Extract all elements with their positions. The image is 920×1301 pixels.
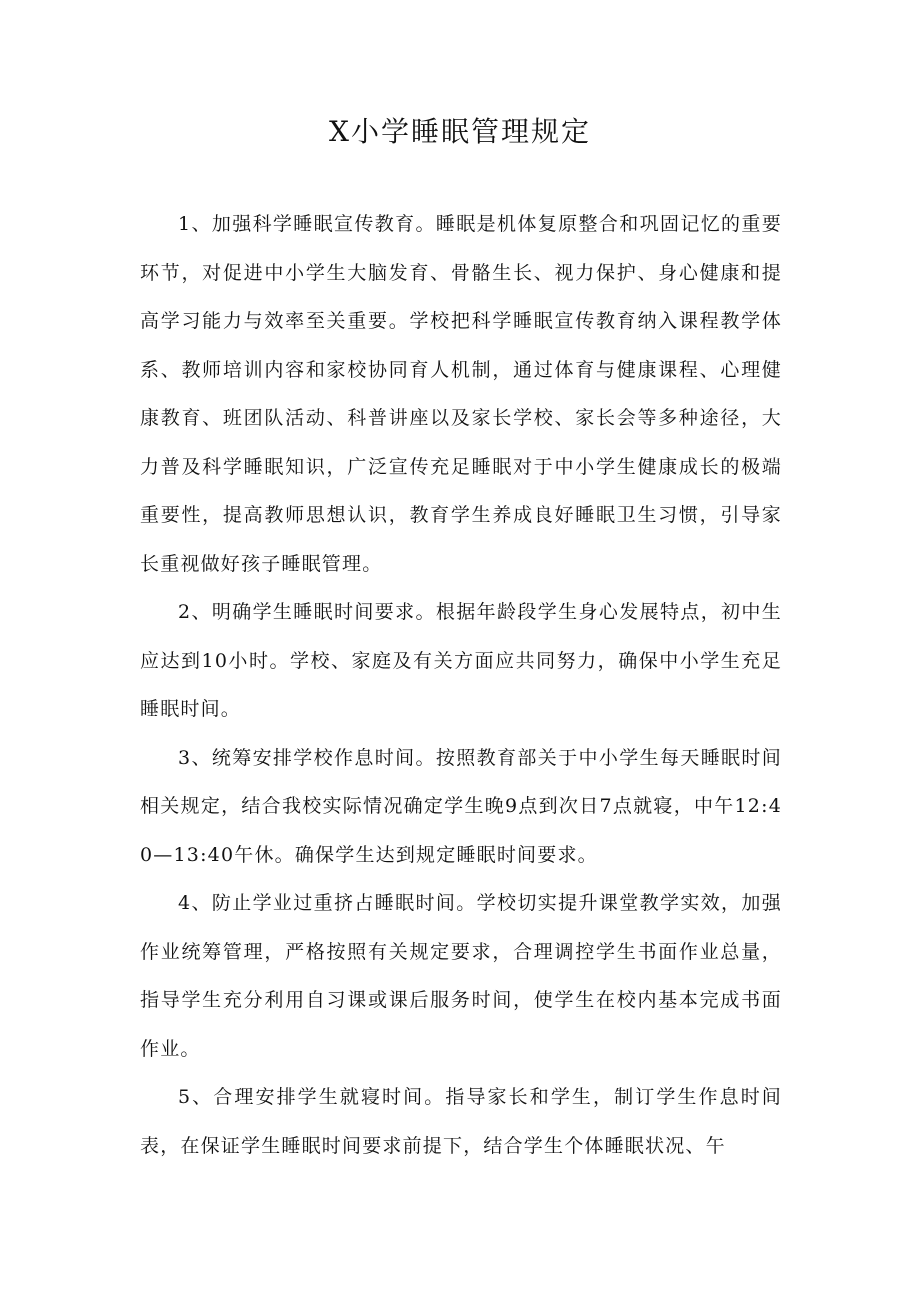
paragraph-3: 3、统筹安排学校作息时间。按照教育部关于中小学生每天睡眠时间相关规定，结合我校实际情况确定学生晚9点到次日7点就寝，中午12:40—13:40午休。确保学生达到规定睡眠时间要求。: [140, 746, 782, 866]
paragraph-4: 4、防止学业过重挤占睡眠时间。学校切实提升课堂教学实效，加强作业统筹管理，严格按照有关规定要求，合理调控学生书面作业总量，指导学生充分利用自习课或课后服务时间，使学生在校内基本完成书面作业。: [140, 892, 782, 1060]
paragraph-1: 1、加强科学睡眠宣传教育。睡眠是机体复原整合和巩固记忆的重要环节，对促进中小学生大脑发育、骨骼生长、视力保护、身心健康和提高学习能力与效率至关重要。学校把科学睡眠宣传教育纳入课程教学体系、教师培训内容和家校协同育人机制，通过体育与健康课程、心理健康教育、班团队活动、科普讲座以及家长学校、家长会等多种途径，大力普及科学睡眠知识，广泛宣传充足睡眠对于中小学生健康成长的极端重要性，提高教师思想认识，教育学生养成良好睡眠卫生习惯，引导家长重视做好孩子睡眠管理。: [140, 213, 782, 575]
document-body: [140, 200, 782, 1170]
paragraph-5: 5、合理安排学生就寝时间。指导家长和学生，制订学生作息时间表，在保证学生睡眠时间要求前提下，结合学生个体睡眠状况、午: [140, 1086, 782, 1157]
document-title: X小学睡眠管理规定: [329, 115, 591, 148]
paragraph-2: 2、明确学生睡眠时间要求。根据年龄段学生身心发展特点，初中生应达到10小时。学校、家庭及有关方面应共同努力，确保中小学生充足睡眠时间。: [140, 601, 782, 720]
